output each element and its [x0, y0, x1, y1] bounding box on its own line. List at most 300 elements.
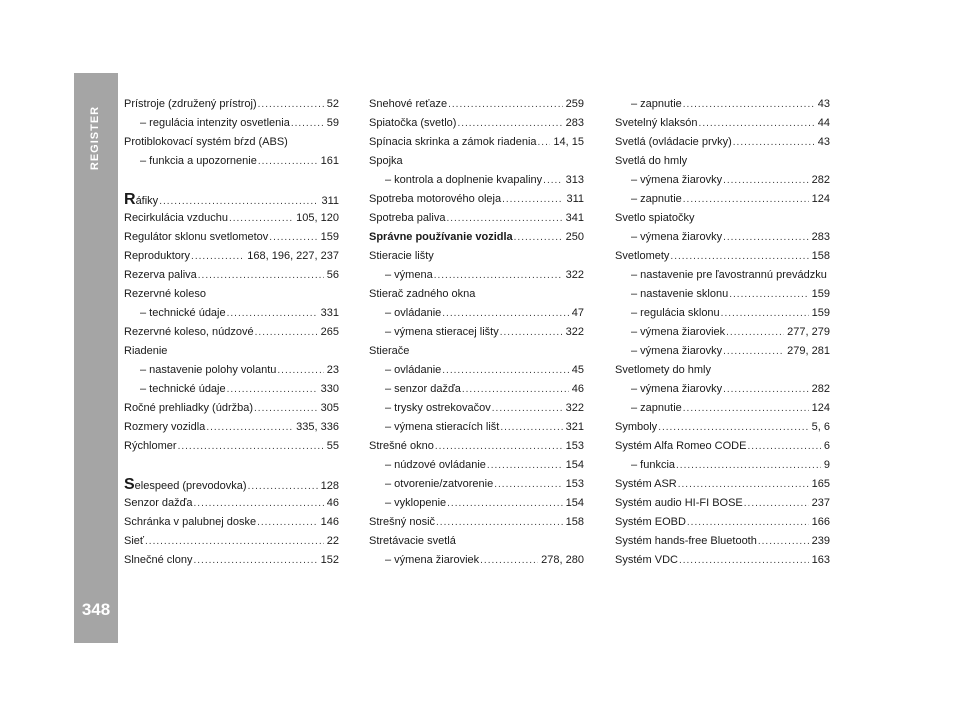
- entry-text: Stierač zadného okna: [369, 288, 476, 300]
- entry-label: [385, 266, 433, 285]
- index-entry: [369, 228, 584, 247]
- entry-text: – vyklopenie: [385, 497, 447, 509]
- dot-leader: [487, 456, 563, 475]
- entry-text: – výmena žiaroviek: [631, 326, 726, 338]
- entry-label: [140, 380, 226, 399]
- entry-text: – výmena stieracej lišty: [385, 326, 499, 338]
- index-entry: [369, 342, 584, 361]
- entry-page-ref: 6: [823, 440, 830, 452]
- entry-text: Systém audio HI-FI BOSE: [615, 497, 743, 509]
- entry-text: Stieracie lišty: [369, 250, 434, 262]
- entry-page-ref: 158: [565, 516, 584, 528]
- entry-label: [124, 475, 247, 494]
- entry-page-ref: 161: [320, 155, 339, 167]
- entry-label: [124, 247, 190, 266]
- entry-label: [615, 418, 657, 437]
- entry-label: [615, 133, 732, 152]
- dot-leader: [442, 304, 568, 323]
- entry-page-ref: 331: [320, 307, 339, 319]
- dot-leader: [254, 399, 318, 418]
- entry-label: [124, 190, 158, 209]
- entry-text: Schránka v palubnej doske: [124, 516, 257, 528]
- dot-leader: [723, 171, 809, 190]
- dot-leader: [191, 247, 244, 266]
- entry-label: [140, 361, 276, 380]
- entry-label: [631, 380, 722, 399]
- dot-leader: [678, 475, 809, 494]
- entry-text: – trysky ostrekovačov: [385, 402, 491, 414]
- entry-text: – otvorenie/zatvorenie: [385, 478, 494, 490]
- entry-page-ref: 282: [811, 174, 830, 186]
- index-entry: [369, 209, 584, 228]
- index-subentry: [124, 304, 339, 323]
- dot-leader: [448, 95, 563, 114]
- index-entry: [369, 190, 584, 209]
- dot-leader: [500, 323, 563, 342]
- dot-leader: [500, 418, 562, 437]
- entry-label: [124, 228, 268, 247]
- entry-page-ref: 165: [811, 478, 830, 490]
- entry-text: – výmena žiarovky: [631, 383, 723, 395]
- index-column-1: [124, 95, 339, 570]
- entry-label: [615, 475, 677, 494]
- dot-leader: [723, 228, 809, 247]
- entry-label: [140, 114, 290, 133]
- entry-page-ref: 154: [565, 497, 584, 509]
- entry-label: [631, 285, 728, 304]
- index-entry: [124, 494, 339, 513]
- entry-page-ref: 239: [811, 535, 830, 547]
- entry-text: Svetlomety: [615, 250, 670, 262]
- entry-page-ref: 9: [823, 459, 830, 471]
- entry-label: [369, 114, 456, 133]
- index-subentry: [615, 323, 830, 342]
- entry-label: [615, 494, 743, 513]
- entry-label: [385, 551, 479, 570]
- index-subentry: [615, 228, 830, 247]
- entry-label: [631, 228, 722, 247]
- dot-leader: [729, 285, 808, 304]
- index-entry: [124, 342, 339, 361]
- index-subentry: [369, 323, 584, 342]
- dot-leader: [255, 323, 318, 342]
- section-title: REGISTER: [89, 105, 102, 171]
- section-label: [82, 98, 108, 178]
- index-subentry: [615, 399, 830, 418]
- index-column-2: [369, 95, 584, 570]
- entry-text: Symboly: [615, 421, 658, 433]
- entry-label: [369, 190, 501, 209]
- entry-text: – senzor dažďa: [385, 383, 461, 395]
- entry-text: Recirkulácia vzduchu: [124, 212, 228, 224]
- entry-label: [631, 399, 682, 418]
- entry-label: [124, 399, 253, 418]
- index-entry: [124, 285, 339, 304]
- entry-page-ref: 341: [565, 212, 584, 224]
- entry-text: Regulátor sklonu svetlometov: [124, 231, 269, 243]
- entry-text: – technické údaje: [140, 383, 226, 395]
- entry-label: [631, 323, 725, 342]
- entry-text: Rozmery vozidla: [124, 421, 206, 433]
- dot-leader: [178, 437, 324, 456]
- index-entry: [615, 494, 830, 513]
- index-entry: [124, 95, 339, 114]
- dot-leader: [723, 342, 784, 361]
- dot-leader: [435, 437, 563, 456]
- index-entry: [124, 437, 339, 456]
- index-subentry: [369, 171, 584, 190]
- entry-page-ref: 277, 279: [787, 326, 830, 338]
- entry-page-ref: 311: [566, 193, 584, 205]
- entry-page-ref: 43: [817, 98, 830, 110]
- entry-page-ref: 168, 196, 227, 237: [247, 250, 339, 262]
- entry-label: [385, 399, 491, 418]
- entry-page-ref: 313: [565, 174, 584, 186]
- dot-leader: [747, 437, 820, 456]
- entry-label: [615, 437, 746, 456]
- dot-leader: [538, 133, 551, 152]
- entry-text: – ovládanie: [385, 364, 442, 376]
- index-subentry: [369, 361, 584, 380]
- index-subentry: [615, 380, 830, 399]
- index-subentry: [615, 285, 830, 304]
- entry-text: – výmena žiarovky: [631, 174, 723, 186]
- entry-label: [124, 342, 167, 361]
- entry-label: [369, 152, 403, 171]
- index-entry: [615, 133, 830, 152]
- entry-label: [140, 152, 257, 171]
- dot-leader: [721, 304, 809, 323]
- entry-label: [124, 418, 205, 437]
- entry-text: Rezerva paliva: [124, 269, 197, 281]
- entry-page-ref: 321: [565, 421, 584, 433]
- entry-page-ref: 55: [326, 440, 339, 452]
- index-subentry: [615, 95, 830, 114]
- entry-page-ref: 59: [326, 117, 339, 129]
- entry-label: [615, 152, 687, 171]
- entry-page-ref: 322: [565, 269, 584, 281]
- index-entry: [124, 228, 339, 247]
- entry-page-ref: 159: [811, 288, 830, 300]
- index-subentry: [615, 342, 830, 361]
- entry-text: Systém hands-free Bluetooth: [615, 535, 757, 547]
- entry-page-ref: 237: [811, 497, 830, 509]
- dot-leader: [687, 513, 809, 532]
- entry-label: [124, 266, 197, 285]
- entry-page-ref: 305: [320, 402, 339, 414]
- page-number: 348: [81, 600, 111, 619]
- entry-label: [124, 95, 257, 114]
- index-entry: [615, 532, 830, 551]
- entry-text: Ročné prehliadky (údržba): [124, 402, 254, 414]
- entry-text: – technické údaje: [140, 307, 226, 319]
- entry-text: – funkcia: [631, 459, 676, 471]
- entry-page-ref: 14, 15: [553, 136, 584, 148]
- index-subentry: [615, 304, 830, 323]
- entry-label: [631, 456, 675, 475]
- entry-label: [385, 418, 499, 437]
- entry-text: – núdzové ovládanie: [385, 459, 486, 471]
- dot-leader: [683, 399, 809, 418]
- entry-text: Riadenie: [124, 345, 168, 357]
- entry-label: [369, 532, 456, 551]
- entry-text: – nastavenie polohy volantu: [140, 364, 277, 376]
- entry-text: Stierače: [369, 345, 410, 357]
- entry-label: [124, 133, 288, 152]
- entry-text: Stretávacie svetlá: [369, 535, 456, 547]
- entry-page-ref: 124: [811, 402, 830, 414]
- index-entry: [124, 190, 339, 209]
- dot-leader: [291, 114, 324, 133]
- index-entry: [124, 551, 339, 570]
- index-entry: [369, 133, 584, 152]
- index-entry: [124, 532, 339, 551]
- entry-label: [124, 209, 228, 228]
- entry-text: Reproduktory: [124, 250, 191, 262]
- entry-text: Systém EOBD: [615, 516, 686, 528]
- entry-label: [631, 95, 682, 114]
- entry-page-ref: 159: [320, 231, 339, 243]
- entry-label: [615, 114, 698, 133]
- entry-text: Systém VDC: [615, 554, 678, 566]
- index-subentry: [369, 475, 584, 494]
- index-subentry: [124, 361, 339, 380]
- entry-page-ref: 283: [811, 231, 830, 243]
- entry-label: [369, 228, 513, 247]
- entry-page-ref: 159: [811, 307, 830, 319]
- entry-text: Svetlo spiatočky: [615, 212, 695, 224]
- dot-leader: [446, 209, 562, 228]
- index-subentry: [369, 418, 584, 437]
- dot-leader: [227, 304, 318, 323]
- entry-page-ref: 335, 336: [296, 421, 339, 433]
- dot-leader: [159, 192, 318, 209]
- dot-leader: [258, 152, 318, 171]
- entry-page-ref: 128: [320, 480, 339, 492]
- index-entry: [124, 475, 339, 494]
- dot-leader: [676, 456, 821, 475]
- entry-text: Prístroje (združený prístroj): [124, 98, 257, 110]
- index-subentry: [369, 551, 584, 570]
- dot-leader: [436, 513, 563, 532]
- dot-leader: [658, 418, 808, 437]
- index-subentry: [124, 114, 339, 133]
- entry-text: Spojka: [369, 155, 403, 167]
- entry-label: [124, 532, 144, 551]
- entry-text: – výmena žiaroviek: [385, 554, 480, 566]
- entry-text: Strešný nosič: [369, 516, 436, 528]
- dot-leader: [726, 323, 784, 342]
- entry-text: – nastavenie sklonu: [631, 288, 729, 300]
- dot-leader: [277, 361, 323, 380]
- entry-text: Svetlomety do hmly: [615, 364, 711, 376]
- index-entry: [615, 247, 830, 266]
- entry-text: Rezervné koleso, núdzové: [124, 326, 254, 338]
- entry-label: [385, 323, 499, 342]
- entry-label: [124, 551, 193, 570]
- entry-page-ref: 265: [320, 326, 339, 338]
- index-entry: [615, 513, 830, 532]
- entry-text: Spotreba paliva: [369, 212, 446, 224]
- entry-label: [385, 380, 461, 399]
- entry-page-ref: 153: [565, 478, 584, 490]
- entry-text: Snehové reťaze: [369, 98, 448, 110]
- entry-label: [369, 95, 447, 114]
- entry-page-ref: 23: [326, 364, 339, 376]
- dot-leader: [480, 551, 538, 570]
- dot-leader: [257, 513, 318, 532]
- index-entry: [615, 437, 830, 456]
- entry-text: Strešné okno: [369, 440, 434, 452]
- entry-label: [631, 342, 722, 361]
- dot-leader: [442, 361, 568, 380]
- entry-text: Správne používanie vozidla: [369, 231, 513, 243]
- entry-page-ref: 166: [811, 516, 830, 528]
- entry-page-ref: 153: [565, 440, 584, 452]
- dot-leader: [514, 228, 563, 247]
- entry-text: Rýchlomer: [124, 440, 177, 452]
- index-entry: [124, 209, 339, 228]
- index-subentry: [615, 456, 830, 475]
- index-entry: [369, 247, 584, 266]
- entry-page-ref: 322: [565, 326, 584, 338]
- entry-page-ref: 154: [565, 459, 584, 471]
- index-subentry: [369, 380, 584, 399]
- entry-text: Sieť: [124, 535, 145, 547]
- section-gap: [124, 171, 339, 190]
- entry-text: – funkcia a upozornenie: [140, 155, 257, 167]
- entry-label: [385, 494, 446, 513]
- dot-leader: [206, 418, 293, 437]
- entry-page-ref: 22: [326, 535, 339, 547]
- dot-leader: [434, 266, 563, 285]
- entry-page-ref: 282: [811, 383, 830, 395]
- index-entry: [124, 399, 339, 418]
- index-entry: [369, 152, 584, 171]
- entry-page-ref: 56: [326, 269, 339, 281]
- entry-label: [615, 361, 711, 380]
- index-entry: [124, 513, 339, 532]
- section-initial: R: [124, 191, 136, 208]
- index-entry: [615, 475, 830, 494]
- index-subentry: [124, 152, 339, 171]
- entry-page-ref: 47: [571, 307, 584, 319]
- dot-leader: [462, 380, 569, 399]
- entry-text: Senzor dažďa: [124, 497, 193, 509]
- index-entry: [124, 266, 339, 285]
- entry-label: [124, 513, 256, 532]
- index-entry: [369, 114, 584, 133]
- index-entry: [124, 323, 339, 342]
- index-subentry: [369, 456, 584, 475]
- dot-leader: [683, 190, 809, 209]
- entry-text: – regulácia intenzity osvetlenia: [140, 117, 290, 129]
- index-subentry: [615, 190, 830, 209]
- index-column-3: [615, 95, 830, 570]
- entry-text: – nastavenie pre ľavostrannú prevádzku: [631, 269, 827, 281]
- entry-text: elespeed (prevodovka): [134, 480, 247, 492]
- index-entry: [615, 152, 830, 171]
- dot-leader: [683, 95, 815, 114]
- entry-page-ref: 279, 281: [787, 345, 830, 357]
- entry-label: [369, 513, 435, 532]
- entry-text: áfiky: [135, 195, 159, 207]
- entry-label: [369, 247, 434, 266]
- entry-text: Spotreba motorového oleja: [369, 193, 502, 205]
- entry-page-ref: 322: [565, 402, 584, 414]
- entry-page-ref: 330: [320, 383, 339, 395]
- entry-page-ref: 105, 120: [296, 212, 339, 224]
- entry-label: [385, 361, 441, 380]
- entry-page-ref: 311: [321, 195, 339, 207]
- entry-text: – výmena žiarovky: [631, 345, 723, 357]
- entry-label: [615, 209, 694, 228]
- index-subentry: [369, 399, 584, 418]
- dot-leader: [194, 494, 324, 513]
- index-entry: [369, 437, 584, 456]
- dot-leader: [492, 399, 563, 418]
- entry-page-ref: 5, 6: [811, 421, 830, 433]
- entry-label: [369, 285, 475, 304]
- index-entry: [369, 95, 584, 114]
- dot-leader: [679, 551, 809, 570]
- dot-leader: [258, 95, 324, 114]
- index-entry: [369, 513, 584, 532]
- entry-label: [369, 342, 409, 361]
- entry-text: – ovládanie: [385, 307, 442, 319]
- entry-page-ref: 46: [326, 497, 339, 509]
- dot-leader: [494, 475, 562, 494]
- index-entry: [615, 418, 830, 437]
- entry-label: [631, 304, 720, 323]
- entry-text: Systém ASR: [615, 478, 677, 490]
- entry-label: [615, 532, 757, 551]
- entry-text: – výmena: [385, 269, 433, 281]
- entry-text: – výmena žiarovky: [631, 231, 723, 243]
- entry-text: Rezervné koleso: [124, 288, 206, 300]
- entry-page-ref: 146: [320, 516, 339, 528]
- entry-label: [631, 171, 722, 190]
- index-subentry: [369, 304, 584, 323]
- index-subentry: [369, 266, 584, 285]
- entry-text: – zapnutie: [631, 402, 682, 414]
- dot-leader: [145, 532, 324, 551]
- entry-label: [124, 494, 193, 513]
- dot-leader: [758, 532, 809, 551]
- entry-label: [369, 133, 537, 152]
- index-entry: [124, 247, 339, 266]
- dot-leader: [744, 494, 809, 513]
- entry-page-ref: 43: [817, 136, 830, 148]
- dot-leader: [229, 209, 293, 228]
- entry-text: Svetelný klaksón: [615, 117, 698, 129]
- entry-label: [369, 437, 434, 456]
- entry-page-ref: 52: [326, 98, 339, 110]
- entry-label: [631, 190, 682, 209]
- index-subentry: [369, 494, 584, 513]
- entry-page-ref: 250: [565, 231, 584, 243]
- dot-leader: [227, 380, 318, 399]
- entry-label: [615, 513, 686, 532]
- dot-leader: [670, 247, 808, 266]
- entry-text: – výmena stieracích lišt: [385, 421, 500, 433]
- entry-text: – zapnutie: [631, 193, 682, 205]
- entry-page-ref: 152: [320, 554, 339, 566]
- entry-label: [124, 323, 254, 342]
- entry-page-ref: 124: [811, 193, 830, 205]
- entry-label: [124, 437, 177, 456]
- dot-leader: [198, 266, 324, 285]
